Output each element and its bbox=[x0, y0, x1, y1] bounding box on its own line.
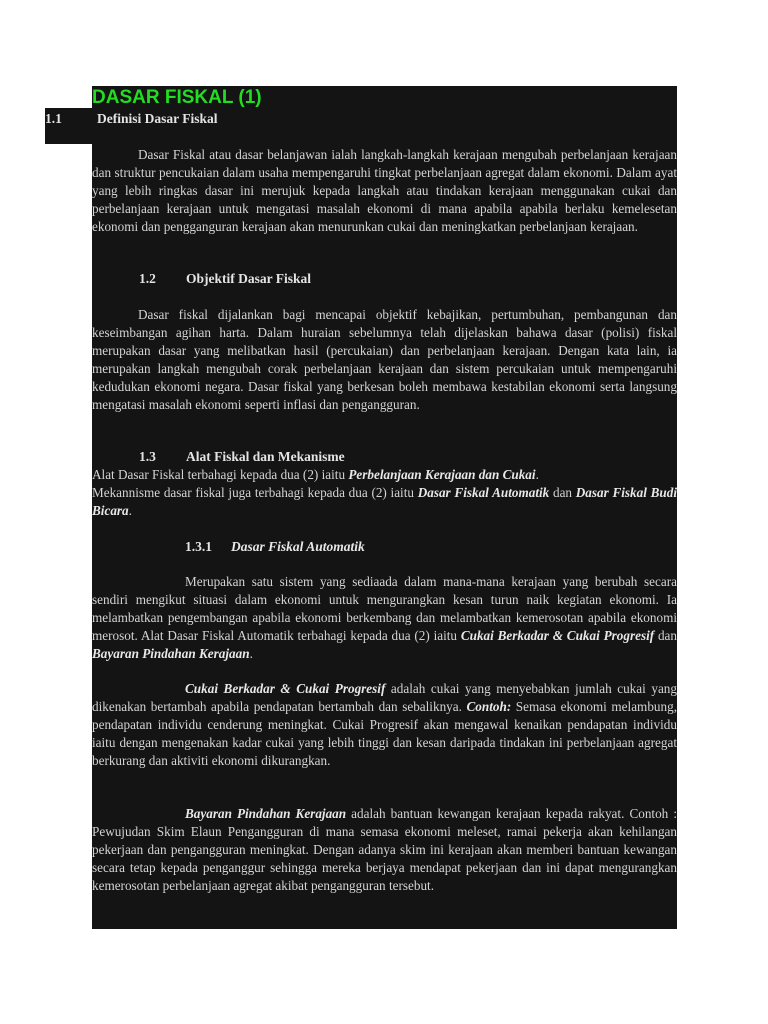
automatik-emphasis-bayaran: Bayaran Pindahan Kerajaan bbox=[92, 646, 250, 662]
mekanisme-emphasis-automatik: Dasar Fiskal Automatik bbox=[417, 485, 550, 500]
heading-1-3-1 bbox=[185, 538, 365, 556]
cukai-progresif-contoh: Contoh: bbox=[466, 699, 512, 715]
paragraph-automatik bbox=[92, 573, 677, 663]
document-title: DASAR FISKAL (1) bbox=[92, 87, 262, 108]
paragraph-objektif: Dasar fiskal dijalankan bagi mencapai objektif kebajikan, pertumbuhan, pembangunan dan keseimbangan agihan harta. Dalam huraian sebelumnya telah dijelaskan bahawa dasar (polisi) fiskal merupakan dasar yang melibatkan hasil (percukaian) dan perbelanjaan kerajaan. Dengan kata lain, ia merupakan langkah mengubah corak perbelanjaan kerajaan dan sistem percukaian untuk mempengaruhi kedudukan ekonomi negara. Dasar fiskal yang berkesan boleh membawa kestabilan ekonomi serta langsung mengatasi masalah ekonomi seperti inflasi dan pengangguran. bbox=[92, 307, 677, 413]
cukai-progresif-rest: Semasa ekonomi melambung, pendapatan individu cenderung meningkat. Cukai Progresif akan mengawal kenaikan pendapatan individu iaitu dengan mengenakan kadar cukai yang lebih tinggi dan kesan daripada tindakan ini perbelanjaan agregat berkurang dan aktiviti ekonomi dikurangkan. bbox=[92, 699, 677, 769]
heading-1-3-1-label: Dasar Fiskal Automatik bbox=[231, 539, 365, 554]
heading-1-3-label: Alat Fiskal dan Mekanisme bbox=[186, 449, 345, 464]
automatik-text: Merupakan satu sistem yang sediaada dalam mana-mana kerajaan yang berubah secara sendiri mengikut situasi dalam ekonomi untuk mengurangkan kesan turun naik kegiatan ekonomi. Ia melambatkan pengembangan apabila ekonomi berkembang dan melambatkan kemerosotan apabila ekonomi merosot. Alat Dasar Fiskal Automatik terbahagi kepada dua (2) iaitu bbox=[92, 574, 677, 644]
mekanisme-emphasis-budi-bicara: Dasar Fiskal Budi Bicara bbox=[92, 485, 678, 519]
paragraph-cukai-progresif bbox=[92, 680, 677, 770]
alat-fiskal-emphasis: Perbelanjaan Kerajaan dan Cukai bbox=[348, 467, 536, 482]
mekanisme-text: Mekannisme dasar fiskal juga terbahagi kepada dua (2) iaitu bbox=[92, 485, 418, 500]
paragraph-mekanisme bbox=[92, 484, 677, 520]
heading-1-1-label: Definisi Dasar Fiskal bbox=[97, 111, 218, 126]
heading-1-3-number: 1.3 bbox=[139, 449, 156, 464]
paragraph-bayaran-pindahan bbox=[92, 805, 677, 895]
automatik-end: . bbox=[249, 646, 253, 662]
heading-1-1-number: 1.1 bbox=[45, 111, 62, 126]
cukai-progresif-text: adalah cukai yang menyebabkan jumlah cukai yang dikenakan bertambah apabila pendapatan bertambah dan sebaliknya. bbox=[92, 681, 677, 715]
automatik-mid: dan bbox=[654, 628, 677, 644]
paragraph-alat-fiskal bbox=[92, 466, 677, 484]
heading-1-2-number: 1.2 bbox=[139, 271, 156, 286]
mekanisme-end: . bbox=[128, 503, 132, 519]
automatik-emphasis-cukai: Cukai Berkadar & Cukai Progresif bbox=[460, 628, 655, 644]
alat-fiskal-end: . bbox=[535, 467, 539, 482]
heading-1-2 bbox=[139, 270, 311, 288]
heading-1-3 bbox=[139, 448, 345, 466]
heading-1-2-label: Objektif Dasar Fiskal bbox=[186, 271, 312, 286]
bayaran-pindahan-text: adalah bantuan kewangan kerajaan kepada rakyat. Contoh : Pewujudan Skim Elaun Pengangguran di mana semasa ekonomi meleset, ramai pekerja akan kehilangan pekerjaan dan pengangguran meningkat. Dengan adanya skim ini kerajaan akan memberi bantuan kewangan secara tetap kepada penganggur sehingga mereka berjaya mendapat pekerjaan dan ini dapat mengurangkan kemerosotan perbelanjaan agregat akibat pengangguran tersebut. bbox=[92, 806, 678, 894]
mekanisme-mid: dan bbox=[549, 485, 576, 500]
cukai-progresif-emphasis: Cukai Berkadar & Cukai Progresif bbox=[185, 681, 386, 696]
paragraph-definisi: Dasar Fiskal atau dasar belanjawan ialah langkah-langkah kerajaan mengubah perbelanjaan kerajaan dan struktur pencukaian dalam usaha mempengaruhi tingkat perbelanjaan agregat dalam ekonomi. Dalam ayat yang lebih ringkas dasar ini merujuk kepada langkah atau tindakan kerajaan menggunakan cukai dan perbelanjaan kerajaan untuk mengatasi masalah ekonomi di mana apabila apabila berlaku kemelesetan ekonomi dan pengganguran kerajaan akan menurunkan cukai dan meningkatkan perbelanjaan kerajaan. bbox=[92, 147, 677, 235]
bayaran-pindahan-emphasis: Bayaran Pindahan Kerajaan bbox=[185, 806, 347, 821]
alat-fiskal-text: Alat Dasar Fiskal terbahagi kepada dua (2) iaitu bbox=[92, 467, 349, 482]
heading-1-3-1-number: 1.3.1 bbox=[185, 539, 212, 554]
